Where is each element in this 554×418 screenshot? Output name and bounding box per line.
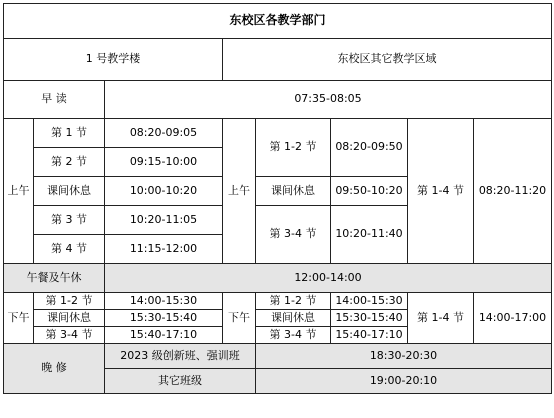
period-time: 08:20-09:05 <box>105 119 223 148</box>
period-time: 15:40-17:10 <box>105 327 223 344</box>
period-label: 第 3-4 节 <box>256 327 331 344</box>
evening-label: 晚 修 <box>4 344 105 394</box>
period-label: 课间休息 <box>34 310 105 327</box>
morning-reading-time: 07:35-08:05 <box>105 81 552 119</box>
schedule-table <box>3 3 552 394</box>
period-time: 08:20-09:50 <box>331 119 408 177</box>
period-label: 第 1 节 <box>34 119 105 148</box>
period-time: 14:00-15:30 <box>105 293 223 310</box>
period-label: 第 1-2 节 <box>256 119 331 177</box>
period-label: 第 1-2 节 <box>256 293 331 310</box>
period-time: 09:50-10:20 <box>331 177 408 206</box>
block-period-time: 14:00-17:00 <box>474 293 552 344</box>
period-label: 第 4 节 <box>34 235 105 264</box>
morning-reading-label: 早 读 <box>4 81 105 119</box>
block-period-label: 第 1-4 节 <box>408 293 474 344</box>
evening-time: 18:30-20:30 <box>256 344 552 369</box>
evening-time: 19:00-20:10 <box>256 369 552 394</box>
evening-group: 其它班级 <box>105 369 256 394</box>
morning-label-other: 上午 <box>223 119 256 264</box>
block-period-label: 第 1-4 节 <box>408 119 474 264</box>
lunch-time: 12:00-14:00 <box>105 264 552 293</box>
period-time: 15:30-15:40 <box>331 310 408 327</box>
period-label: 第 2 节 <box>34 148 105 177</box>
period-label: 第 1-2 节 <box>34 293 105 310</box>
period-time: 09:15-10:00 <box>105 148 223 177</box>
table-title: 东校区各教学部门 <box>4 4 552 39</box>
period-label: 第 3-4 节 <box>34 327 105 344</box>
period-time: 14:00-15:30 <box>331 293 408 310</box>
period-time: 15:40-17:10 <box>331 327 408 344</box>
period-label: 课间休息 <box>256 177 331 206</box>
period-time: 10:20-11:05 <box>105 206 223 235</box>
period-label: 第 3-4 节 <box>256 206 331 264</box>
afternoon-label-other: 下午 <box>223 293 256 344</box>
period-time: 11:15-12:00 <box>105 235 223 264</box>
afternoon-label-building1: 下午 <box>4 293 34 344</box>
evening-group: 2023 级创新班、强训班 <box>105 344 256 369</box>
period-label: 课间休息 <box>256 310 331 327</box>
period-label: 第 3 节 <box>34 206 105 235</box>
block-period-time: 08:20-11:20 <box>474 119 552 264</box>
period-time: 10:00-10:20 <box>105 177 223 206</box>
morning-label-building1: 上午 <box>4 119 34 264</box>
period-time: 10:20-11:40 <box>331 206 408 264</box>
period-time: 15:30-15:40 <box>105 310 223 327</box>
lunch-label: 午餐及午休 <box>4 264 105 293</box>
period-label: 课间休息 <box>34 177 105 206</box>
header-other-area: 东校区其它教学区域 <box>223 39 552 81</box>
header-building1: 1 号教学楼 <box>4 39 223 81</box>
